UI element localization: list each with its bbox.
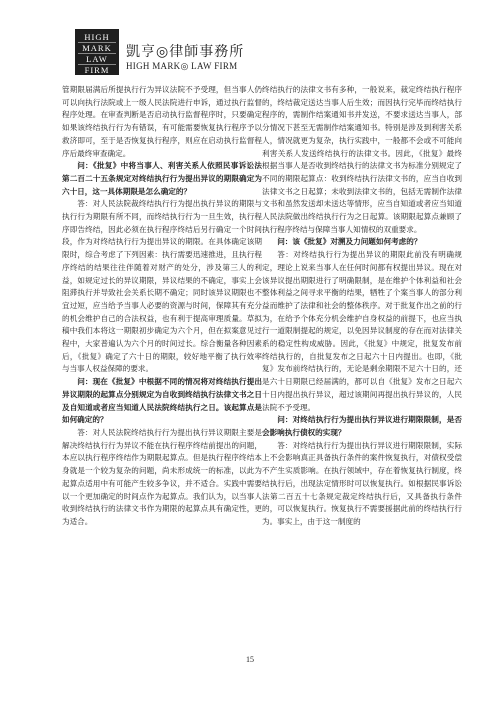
logo-line: LAW — [78, 54, 116, 65]
left-column — [62, 84, 262, 529]
page-number: 15 — [246, 655, 254, 664]
paragraph: 终结执行的法律文书有多种，一般说来，裁定终结执行程序的，终结裁定送达当事人后生效；而因执行完毕而终结执行程序的，需制作结案通知书并发送，不要求送达当事人，部分情况下甚至无需制作结案通知书。特别是涉及到利害关系人，情况就更为复杂，执行实践中，一般都不会或不可能向利害关系人发送终结执行的法律文书。因此，《批复》最终根据当事人是否收到终结执行的法律文书为标准分别规定了不同的期限起算点：收到终结执行法律文书的，应当自收到法律文书之日起算；未收到法律文书的，包括无需制作法律文书和虽然发送却未送达等情形，应当自知道或者应当知道人民法院做出终结执行行为之日起算。该期限起算点兼顾了执行程序终结与保障当事人知情权的双重要求。 — [262, 85, 462, 234]
right-column — [262, 84, 462, 529]
logo-line: FIRM — [84, 65, 110, 75]
paragraph: 答：对终结执行行为提出执行异议进行期限限制，实际上不会影响真正具备执行条件的案件恢复执行，对债权受偿不产生实质影响。在执行领域中，存在着恢复执行制度，终结执行后，出现法定情形时可以恢复执行。如根据民事诉讼法第二百五十七条规定裁定终结执行后，又具备执行条件的，可以恢复执行。恢复执行不需要援据此前的终结执行行为。事实上，由于这一制度的 — [262, 440, 462, 526]
firm-name-chinese: 凱亨◎律師事務所 — [126, 44, 245, 60]
logo-line: MARK — [78, 43, 116, 54]
question-heading: 问：该《批复》对溯及力问题如何考虑的？ — [277, 237, 422, 247]
question-heading: 问：对终结执行行为提出执行异议进行期限限制，是否会影响执行债权的实现？ — [262, 415, 462, 437]
firm-name-english: HIGH MARK◎ LAW FIRM — [126, 61, 238, 71]
paragraph: 答：对终结执行行为提出异议的期限此前没有明确规定，理论上说来当事人在任何时间都有权提出异议。现在对该异议提出期限进行了明确限制，是在维护个体利益和社会整体利益之间寻求平衡的结果，牺牲了个案当事人的部分利益而维护了法律和社会的整体秩序。对于批复作出之前的行为，在给予个体充分机会维护自身权益的前提下，也应当执行一道限制提起的规定，以免因异议制度的存在而对法律关系的稳定性构成威胁。因此，《批复》中规定，批复发布前终结执行的，自批复发布之日起六十日内提出。也即，《批复》发布前终结执行的，无论是剩余期限不足六十日的，还是六十日期限已经届满的，都可以自《批复》发布之日起六十日内提出执行异议，超过该期间再提出执行异议的，人民法院不予受理。 — [262, 250, 462, 412]
question-heading: 问：《批复》中将当事人、利害关系人依照民事诉讼法第二百二十五条规定对终结执行行为提出异议的期限确定为六十日，这一具体期限是怎么确定的？ — [62, 161, 262, 196]
logo-line: HIGH — [78, 32, 116, 43]
paragraph: 答：对人民法院裁终结执行行为提出执行异议的期限与执行行为期限有所不同，而终结执行行为一旦生效，执行程序即告终结，因此必须在执行程序终结后另行确定一个时间段，作为对终结执行行为提出异议的期限。在具体确定该期限时，综合考虑了下列因素：执行需要迅速推进，且执行程序终结的结果往往伴随着对财产的处分，涉及第三人的利益，如规定过长的异议期限，异议结果的不确定，事实上会阻滞执行并导致社会关系长期不确定；同时该异议期限也不宜过短，应当给予当事人必要的资源与时间，保障其有充分的机会维护自己的合法权益，也有利于提高审理质量。草拟稿中我们本将这一期限初步确定为六个月，但在拟案意见过程中，大家普遍认为六个月的时间过长。综合衡量各种因素后，《批复》确定了六十日的期限，较好地平衡了执行效率与当事人权益保障的要求。 — [62, 199, 262, 374]
question-heading: 问：现在《批复》中根据不同的情况将对终结执行提出异议期限的起算点分别规定为自收到终结执行法律文书之日及自知道或者应当知道人民法院终结执行之日。该起算点是如何确定的？ — [62, 377, 262, 425]
paragraph: 答：对人民法院终结执行行为提出执行异议期限主要是解决终结执行行为异议不能在执行程序终结前提出的问题，本应以执行程序终结作为期限起算点。但是执行程序终结本身就是一个较为复杂的问题，尚未形成统一的标准，以此为起算点适用中有可能产生较多争议，并不适合。实践中需要以一个更加确定的时间点作为起算点。我们认为，以当事人收到终结执行的法律文书作为期限的起算点具有确定性，更为适合。 — [62, 427, 262, 526]
firm-logo — [75, 29, 119, 75]
paragraph: 管期限届满后所提执行行为异议法院不予受理，但当事人仍可以向执行法院或上一级人民法院进行申诉，通过执行监督程序处理。在审查判断是否启动执行监督程序时，只要确定如果该终结执行行为有错误，有可能需要恢复执行程序予以救济即可，至于是否恢复执行程序，则应在启动执行监督程序后最终审查确定。 — [62, 85, 262, 158]
